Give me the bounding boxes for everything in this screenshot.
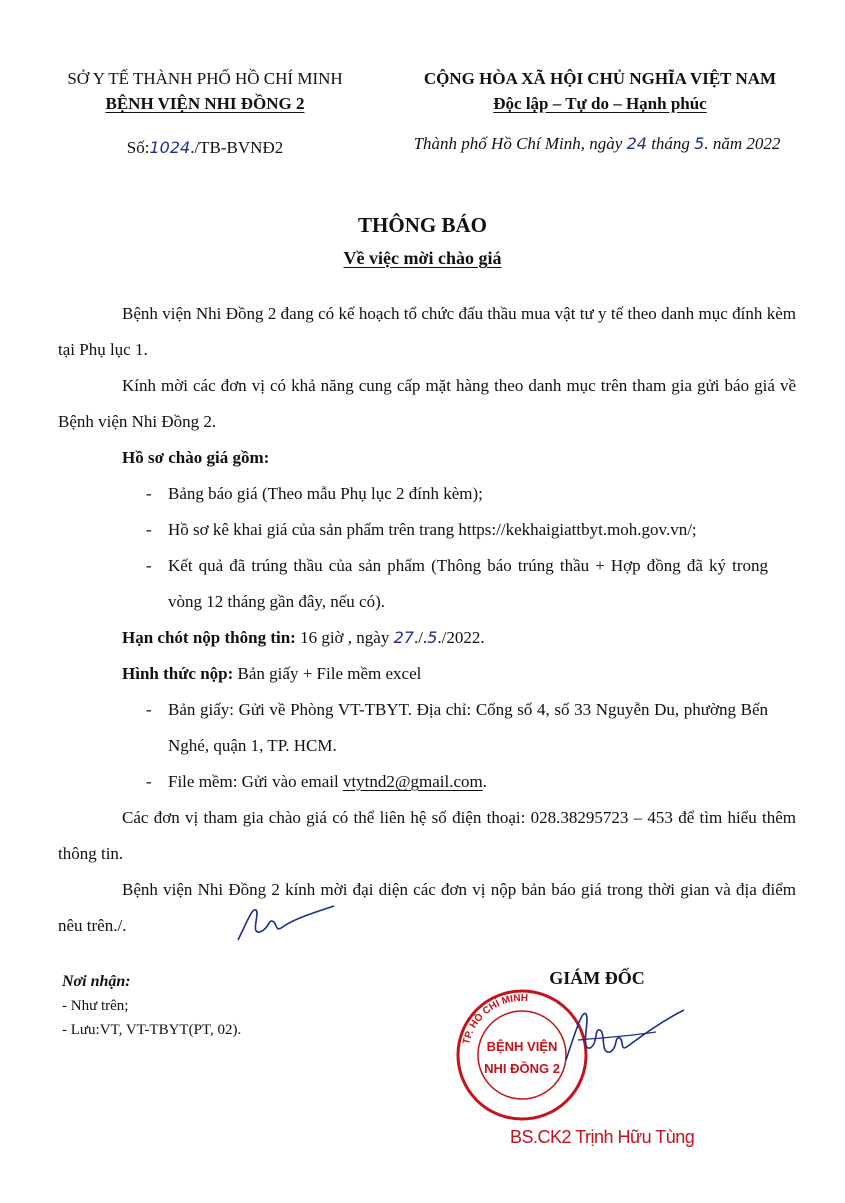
dossier-item-text: Bảng báo giá (Theo mẫu Phụ lục 2 đính kèm); (168, 484, 483, 503)
recipients-block (62, 970, 241, 1042)
paper-submission-text: Bản giấy: Gửi về Phòng VT-TBYT. Địa chỉ: Cổng số 4, số 33 Nguyễn Du, phường Bến Nghé, quận 1, TP. HCM. (168, 700, 768, 755)
method-text: Bản giấy + File mềm excel (233, 664, 422, 683)
seal-ring-text: TP. HỒ CHÍ MINH (461, 992, 529, 1046)
document-body (58, 296, 796, 944)
country-name: CỘNG HÒA XÃ HỘI CHỦ NGHĨA VIỆT NAM (423, 69, 777, 88)
doc-no-handwritten: 1024 (149, 138, 191, 157)
deadline-line (58, 620, 796, 656)
document-title: THÔNG BÁO (358, 213, 487, 237)
svg-text:TP. HỒ CHÍ MINH (461, 993, 528, 1046)
agency-name: SỞ Y TẾ THÀNH PHỐ HỒ CHÍ MINH (67, 69, 343, 88)
dossier-item: - Kết quả đã trúng thầu của sản phẩm (Thông báo trúng thầu + Hợp đồng đã ký trong vòng 12 tháng gần đây, nếu có). (58, 548, 796, 620)
recipient-item: - Lưu:VT, VT-TBYT(PT, 02). (62, 1022, 242, 1038)
deadline-month-handwritten: 5 (427, 628, 438, 647)
national-motto: Độc lập – Tự do – Hạnh phúc (493, 94, 707, 113)
date-year: . năm 2022 (704, 134, 781, 153)
document-number (40, 138, 370, 158)
document-subtitle (0, 248, 845, 269)
deadline-day-handwritten: 27 (393, 628, 414, 647)
recipient-item: - Như trên; (62, 998, 129, 1014)
date-line (372, 134, 822, 154)
file-submission-prefix: File mềm: Gửi vào email (168, 772, 343, 791)
national-title-block (370, 66, 830, 116)
dossier-item-text: Kết quả đã trúng thầu của sản phẩm (Thông báo trúng thầu + Hợp đồng đã ký trong vòng 12 tháng gần đây, nếu có). (168, 556, 768, 611)
paragraph-closing: Bệnh viện Nhi Đồng 2 kính mời đại diện các đơn vị nộp bản báo giá trong thời gian và địa điểm nêu trên./. (58, 880, 796, 935)
subtitle-text: Về việc mời chào giá (343, 248, 502, 268)
paragraph-plan: Bệnh viện Nhi Đồng 2 đang có kế hoạch tổ chức đấu thầu mua vật tư y tế theo danh mục đính kèm tại Phụ lục 1. (58, 304, 796, 359)
signer-title: GIÁM ĐỐC (549, 968, 645, 988)
issuing-authority-block (40, 66, 370, 116)
seal-inner-text-2: NHI ĐỒNG 2 (484, 1061, 560, 1076)
date-prefix: Thành phố Hồ Chí Minh, ngày (413, 134, 623, 153)
director-signature (560, 1000, 690, 1080)
date-day-handwritten: 24 (626, 134, 647, 153)
doc-no-prefix: Số: (126, 138, 150, 157)
deadline-label: Hạn chót nộp thông tin: (122, 628, 296, 647)
deadline-year: ./2022. (437, 628, 485, 647)
email-link[interactable]: vtytnd2@gmail.com (342, 772, 483, 791)
dossier-item: - Hồ sơ kê khai giá của sản phẩm trên trang https://kekhaigiattbyt.moh.gov.vn/; (146, 520, 697, 539)
initial-signature (230, 900, 340, 945)
date-month-handwritten: 5 (694, 134, 705, 153)
seal-inner-text-1: BỆNH VIỆN (486, 1039, 558, 1054)
dossier-heading: Hồ sơ chào giá gồm: (122, 448, 270, 467)
file-submission-item: - File mềm: Gửi vào email vtytnd2@gmail.com. (146, 772, 488, 791)
dossier-item: - Bảng báo giá (Theo mẫu Phụ lục 2 đính kèm); (146, 484, 483, 503)
paragraph-contact: Các đơn vị tham gia chào giá có thể liên hệ số điện thoại: 028.38295723 – 453 để tìm hiểu thêm thông tin. (58, 808, 796, 863)
date-month-label: tháng (651, 134, 690, 153)
signer-name: BS.CK2 Trịnh Hữu Tùng (510, 1127, 695, 1147)
submission-method-line (58, 656, 796, 692)
recipients-label: Nơi nhận: (62, 973, 131, 990)
paragraph-invitation: Kính mời các đơn vị có khả năng cung cấp mặt hàng theo danh mục trên tham gia gửi báo giá về Bệnh viện Nhi Đồng 2. (58, 376, 796, 431)
file-submission-suffix: . (482, 772, 488, 791)
deadline-sep: ./. (413, 628, 428, 647)
deadline-text: 16 giờ , ngày (295, 628, 394, 647)
hospital-name: BỆNH VIỆN NHI ĐỒNG 2 (105, 94, 305, 113)
paper-submission-item: - Bản giấy: Gửi về Phòng VT-TBYT. Địa chỉ: Cổng số 4, số 33 Nguyễn Du, phường Bến Nghé, quận 1, TP. HCM. (58, 692, 796, 764)
method-label: Hình thức nộp: (122, 664, 234, 683)
doc-no-suffix: ./TB-BVNĐ2 (190, 138, 284, 157)
dossier-item-text: Hồ sơ kê khai giá của sản phẩm trên trang https://kekhaigiattbyt.moh.gov.vn/; (168, 520, 697, 539)
